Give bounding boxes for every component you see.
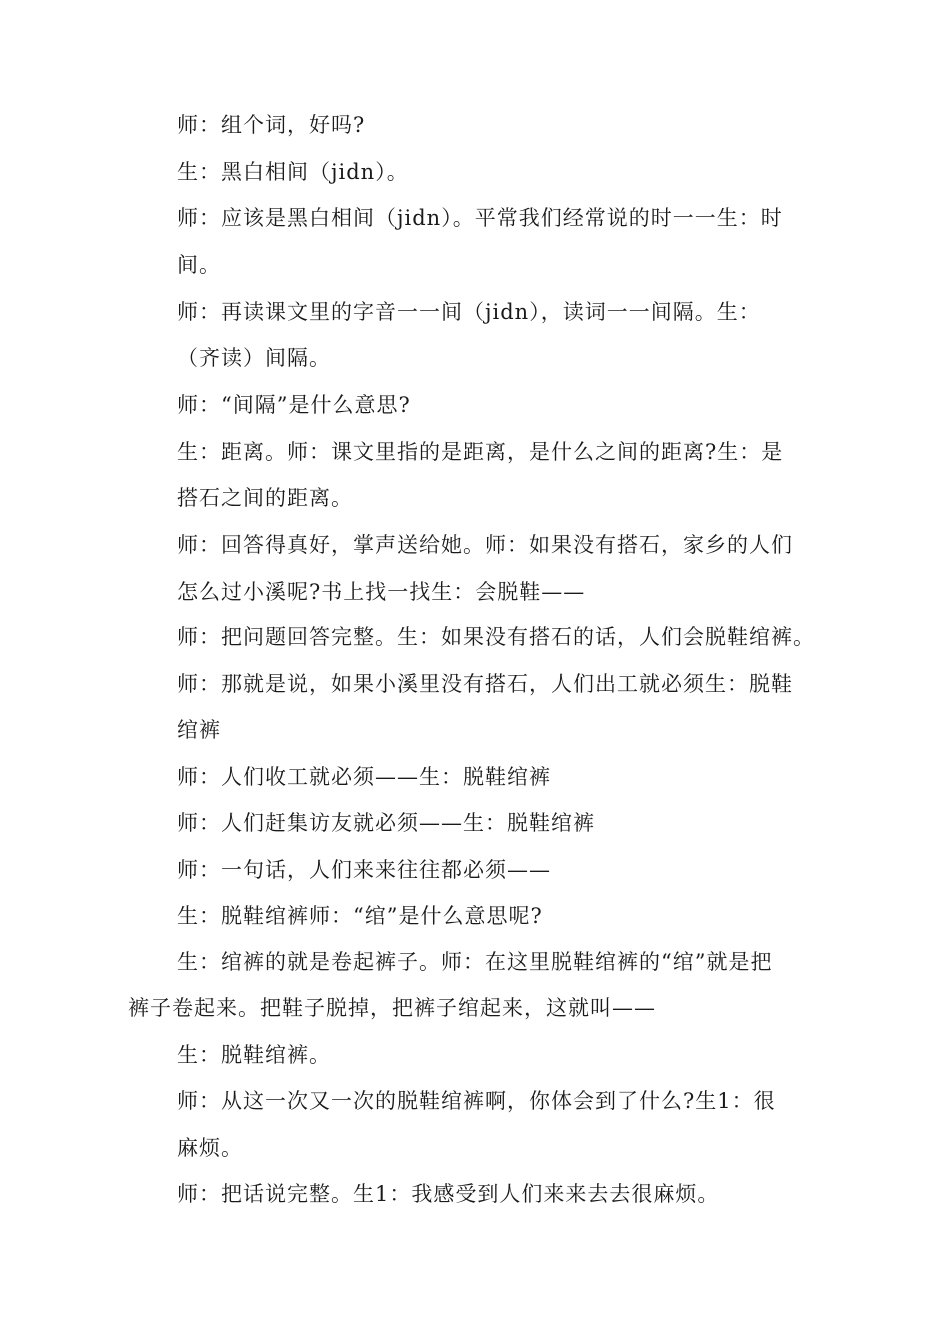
text-line: 怎么过小溪呢?书上找一找生：会脱鞋—— <box>177 580 586 604</box>
text-line: 间。 <box>177 253 221 277</box>
text-line: 师：把话说完整。生1：我感受到人们来来去去很麻烦。 <box>177 1182 720 1206</box>
text-line: 师：把问题回答完整。生：如果没有搭石的话，人们会脱鞋绾裤。 <box>177 625 815 649</box>
text-line: 师：回答得真好，掌声送给她。师：如果没有搭石，家乡的人们 <box>177 533 793 557</box>
text-line: （齐读）间隔。 <box>177 346 331 370</box>
text-line: 师：组个词，好吗? <box>177 113 366 137</box>
text-line: 师：应该是黑白相间（jidn）。平常我们经常说的时一一生：时 <box>177 206 783 230</box>
text-line: 师：一句话，人们来来往往都必须—— <box>177 858 551 882</box>
text-line: 生：距离。师：课文里指的是距离，是什么之间的距离?生：是 <box>177 440 784 464</box>
text-line: 搭石之间的距离。 <box>177 486 353 510</box>
text-line: 生：绾裤的就是卷起裤子。师：在这里脱鞋绾裤的“绾”就是把 <box>177 950 773 974</box>
text-line: 绾裤 <box>177 718 221 742</box>
text-line: 师：人们收工就必须——生：脱鞋绾裤 <box>177 765 551 789</box>
text-line: 裤子卷起来。把鞋子脱掉，把裤子绾起来，这就叫—— <box>128 996 656 1020</box>
text-line: 生：黑白相间（jidn）。 <box>177 160 409 184</box>
text-line: 师：人们赶集访友就必须——生：脱鞋绾裤 <box>177 811 595 835</box>
text-line: 生：脱鞋绾裤师：“绾”是什么意思呢? <box>177 904 543 928</box>
text-line: 师：从这一次又一次的脱鞋绾裤啊，你体会到了什么?生1：很 <box>177 1089 776 1113</box>
text-line: 师：再读课文里的字音一一间（jidn），读词一一间隔。生： <box>177 300 761 324</box>
text-line: 师：“间隔”是什么意思? <box>177 393 411 417</box>
text-line: 麻烦。 <box>177 1136 243 1160</box>
text-line: 生：脱鞋绾裤。 <box>177 1043 331 1067</box>
text-line: 师：那就是说，如果小溪里没有搭石，人们出工就必须生：脱鞋 <box>177 672 793 696</box>
